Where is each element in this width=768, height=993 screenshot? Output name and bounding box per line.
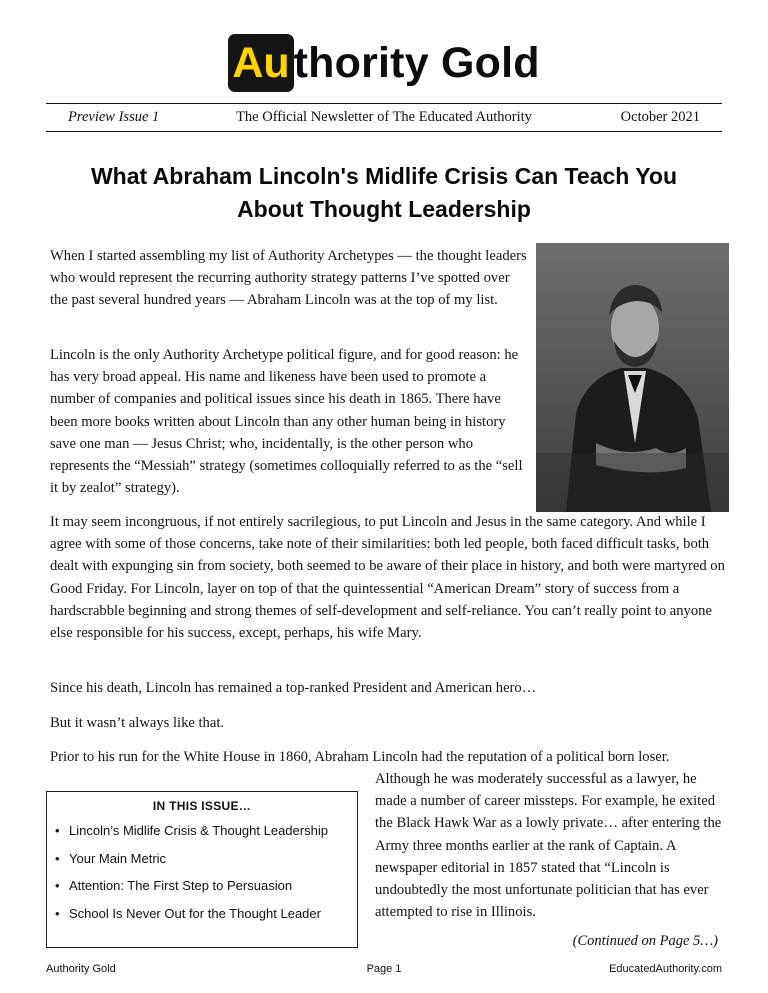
footer-page-number: Page 1 [366,963,402,975]
footer-publication: Authority Gold [46,963,116,975]
article-paragraph: But it wasn’t always like that. [50,715,225,731]
toc-list [47,823,357,933]
toc-item [55,878,357,906]
in-this-issue-box [46,791,358,948]
toc-item-label: Attention: The First Step to Persuasion [69,878,293,893]
article-paragraph: Although he was moderately successful as a lawyer, he made a number of career missteps. For example, he exited the Black Hawk War as a lowly private… after entering the Army three months earlier at the rank of Captain. A newspaper editorial in 1857 stated that “Lincoln is undoubtedly the most unfortunate politician that has ever attempted to rise in Illinois. [375,771,722,921]
newsletter-logo [0,34,768,92]
logo-highlight-box [228,34,293,92]
logo-highlight-text: Au [232,39,290,87]
toc-item [55,823,357,851]
masthead-tagline: The Official Newsletter of The Educated Authority [236,109,532,125]
masthead-bar [46,103,722,132]
toc-item [55,851,357,879]
article-paragraph: When I started assembling my list of Authority Archetypes — the thought leaders who would represent the recurring authority strategy patterns I’ve spotted over the past several hundred years — Abraham Lincoln was at the top of my list. [50,248,527,309]
article-headline: What Abraham Lincoln's Midlife Crisis Can Teach You About Thought Leadership [90,163,678,222]
bullet-icon: • [55,850,60,866]
footer-website: EducatedAuthority.com [609,963,722,975]
toc-item [55,906,357,934]
article-paragraph: Lincoln is the only Authority Archetype political figure, and for good reason: he has very broad appeal. His name and likeness have been used to promote a number of companies and political issues since his death in 1865. There have been more books written about Lincoln than any other human being in history save one man — Jesus Christ; who, incidentally, is the other person who represents the “Messiah” strategy (sometimes colloquially referred to as the “sell it by zealot” strategy). [50,347,523,497]
continued-note: (Continued on Page 5…) [572,933,718,949]
page-footer [46,963,722,977]
toc-title: IN THIS ISSUE… [152,799,252,813]
logo-text: thority Gold [293,38,540,87]
masthead-issue: Preview Issue 1 [68,109,160,125]
toc-item-label: Lincoln’s Midlife Crisis & Thought Leadership [69,823,328,838]
bullet-icon: • [55,823,60,838]
toc-item-label: School Is Never Out for the Thought Leader [69,905,321,921]
lincoln-portrait-photo [536,243,729,512]
article-paragraph: Prior to his run for the White House in 1860, Abraham Lincoln had the reputation of a political born loser. [50,749,670,765]
bullet-icon: • [55,905,60,921]
article-paragraph: It may seem incongruous, if not entirely sacrilegious, to put Lincoln and Jesus in the same category. And while I agree with some of those concerns, take note of their similarities: both led people, both faced difficult tasks, both dealt with expunging sin from society, both seemed to be aware of their place in history, and both were martyred on Good Friday. For Lincoln, layer on top of that the quintessential “American Dream” story of success from a hardscrabble beginning and strong themes of self-development and self-reliance. You can’t really point to anyone else responsible for his success, except, perhaps, his wife Mary. [50,514,725,642]
article-paragraph: Since his death, Lincoln has remained a top-ranked President and American hero… [50,680,537,696]
masthead-date: October 2021 [620,109,700,125]
bullet-icon: • [55,878,60,893]
toc-item-label: Your Main Metric [69,850,167,866]
